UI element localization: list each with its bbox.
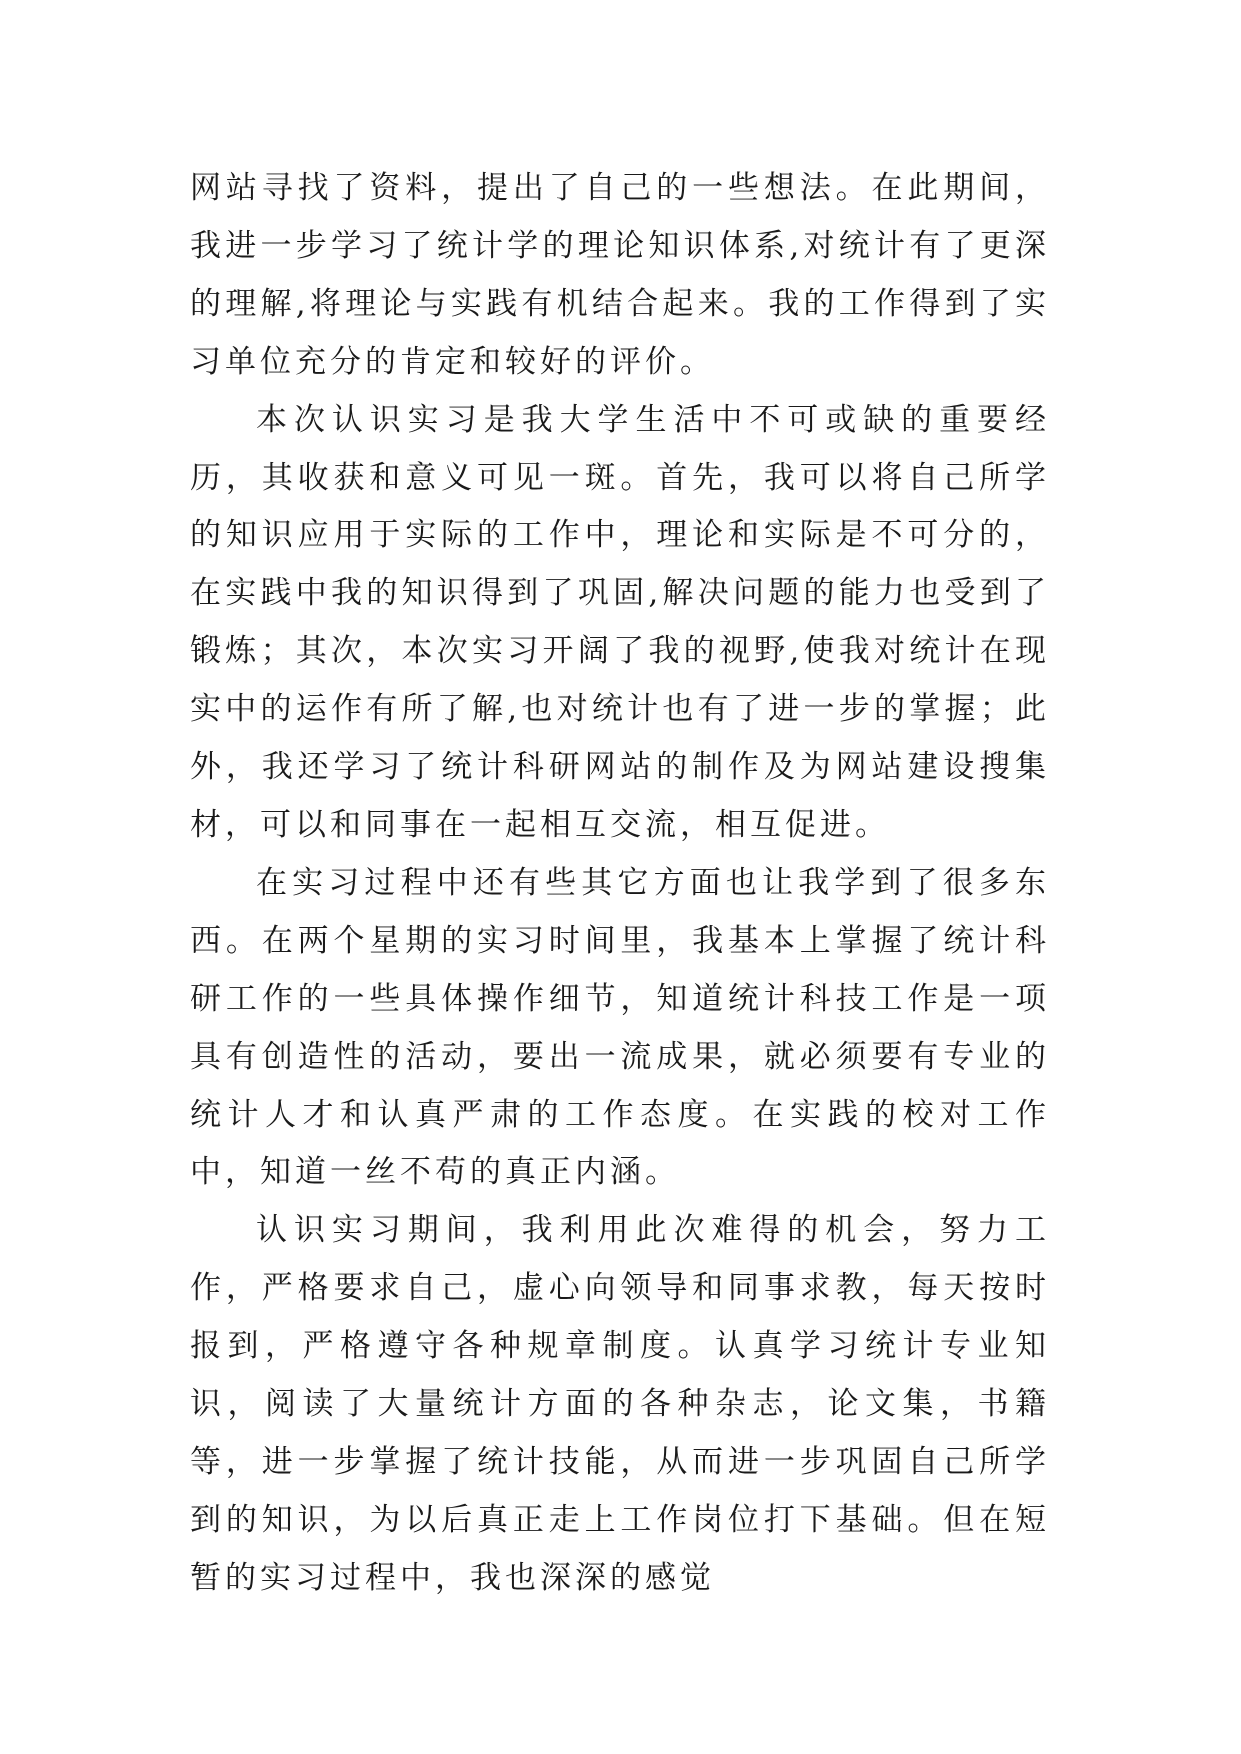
paragraph-continuation: 网站寻找了资料，提出了自己的一些想法。在此期间，我进一步学习了统计学的理论知识体系,对统计有了更深的理解,将理论与实践有机结合起来。我的工作得到了实习单位充分的肯定和较好的评价。 (190, 170, 1050, 380)
paragraph-work-attitude: 认识实习期间，我利用此次难得的机会，努力工作，严格要求自己，虚心向领导和同事求教，每天按时报到，严格遵守各种规章制度。认真学习统计专业知识，阅读了大量统计方面的各种杂志，论文集，书籍等，进一步掌握了统计技能，从而进一步巩固自己所学到的知识，为以后真正走上工作岗位打下基础。但在短暂的实习过程中，我也深深的感觉 (190, 1212, 1050, 1596)
paragraph-internship-significance: 本次认识实习是我大学生活中不可或缺的重要经历，其收获和意义可见一斑。首先，我可以将自己所学的知识应用于实际的工作中，理论和实际是不可分的，在实践中我的知识得到了巩固,解决问题的能力也受到了锻炼；其次，本次实习开阔了我的视野,使我对统计在现实中的运作有所了解,也对统计也有了进一步的掌握；此外，我还学习了统计科研网站的制作及为网站建设搜集材，可以和同事在一起相互交流，相互促进。 (190, 401, 1050, 843)
document-body (190, 160, 1050, 1608)
paragraph-other-lessons: 在实习过程中还有些其它方面也让我学到了很多东西。在两个星期的实习时间里，我基本上掌握了统计科研工作的一些具体操作细节，知道统计科技工作是一项具有创造性的活动，要出一流成果，就必须要有专业的统计人才和认真严肃的工作态度。在实践的校对工作中，知道一丝不苟的真正内涵。 (190, 864, 1050, 1191)
